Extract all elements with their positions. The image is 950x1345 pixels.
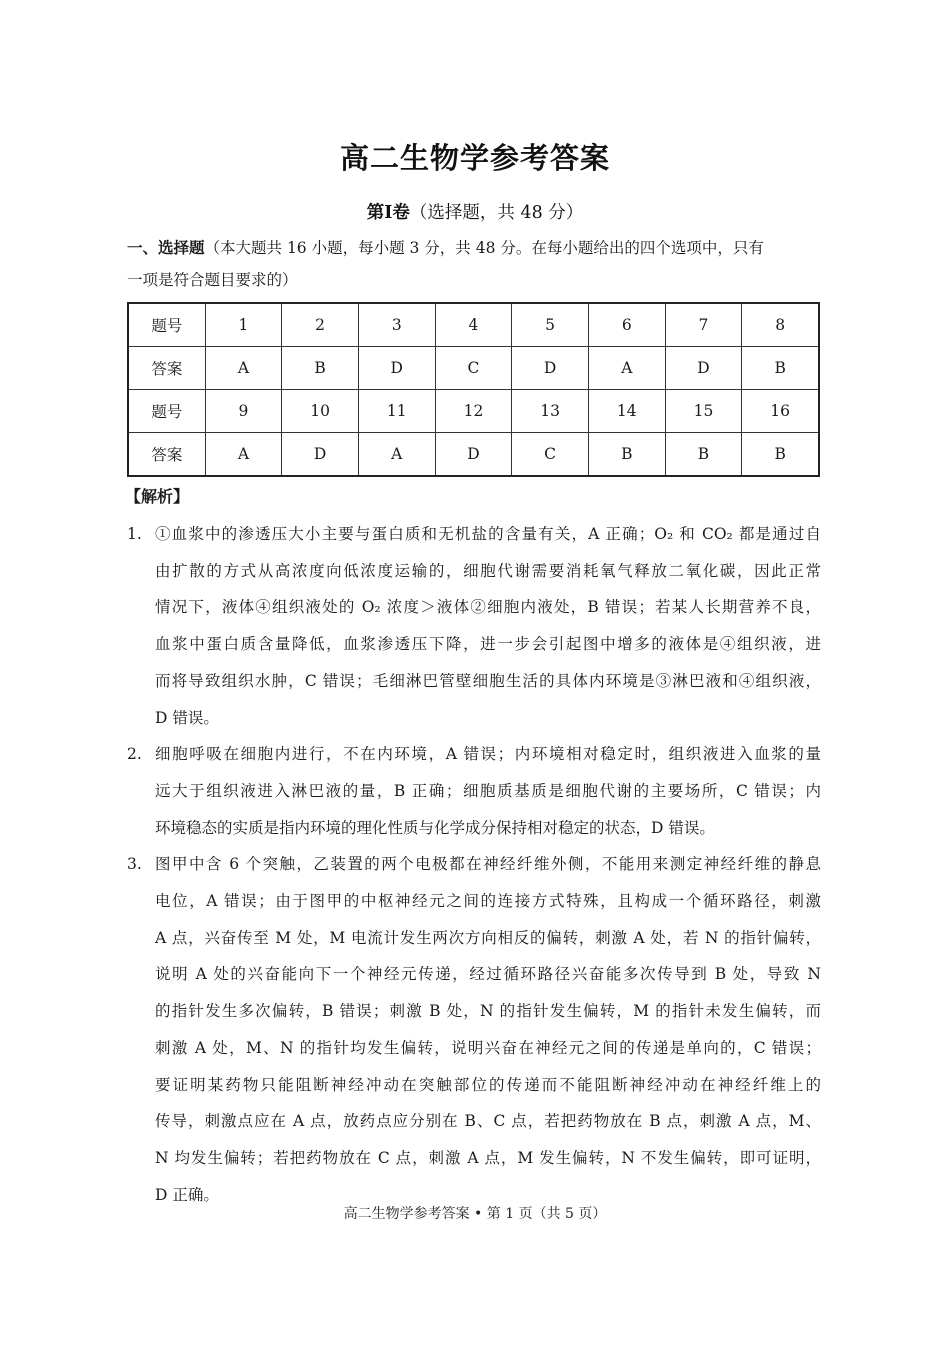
answer-cell: D — [358, 347, 435, 390]
explanation-line: 刺激 A 处，M、N 的指针均发生偏转，说明兴奋在神经元之间的传递是单向的，C 错误； — [155, 1038, 821, 1057]
explanation-item — [127, 516, 821, 736]
question-number-cell: 5 — [512, 303, 589, 347]
answer-cell: A — [205, 347, 282, 390]
explanation-body — [155, 516, 821, 736]
row-label: 题号 — [128, 390, 205, 433]
answer-cell: B — [665, 433, 742, 477]
section-subtitle — [0, 199, 950, 224]
explanations-list — [127, 516, 821, 1213]
answer-cell: D — [665, 347, 742, 390]
explanation-line: 要证明某药物只能阻断神经冲动在突触部位的传递而不能阻断神经冲动在神经纤维上的 — [155, 1075, 821, 1094]
table-row — [128, 347, 819, 390]
explanation-line: 细胞呼吸在细胞内进行，不在内环境，A 错误；内环境相对稳定时，组织液进入血浆的量 — [155, 745, 821, 764]
question-number-cell: 4 — [435, 303, 512, 347]
explanation-line: 电位，A 错误；由于图甲的中枢神经元之间的连接方式特殊，且构成一个循环路径，刺激 — [155, 892, 821, 911]
question-number-cell: 10 — [282, 390, 359, 433]
explanation-line: ①血浆中的渗透压大小主要与蛋白质和无机盐的含量有关，A 正确；O₂ 和 CO₂ 都是通过自 — [155, 525, 821, 543]
answer-cell: C — [435, 347, 512, 390]
explanation-line: D 错误。 — [155, 708, 219, 727]
explanation-number: 2. — [127, 745, 142, 764]
explanation-line: 图甲中含 6 个突触，乙装置的两个电极都在神经纤维外侧，不能用来测定神经纤维的静息 — [155, 855, 821, 874]
explanation-line: 而将导致组织水肿，C 错误；毛细淋巴管壁细胞生活的具体内环境是③淋巴液和④组织液， — [155, 671, 821, 690]
explanation-line: 环境稳态的实质是指内环境的理化性质与化学成分保持相对稳定的状态，D 错误。 — [155, 818, 715, 837]
question-number-cell: 7 — [665, 303, 742, 347]
answer-cell: A — [358, 433, 435, 477]
answer-cell: D — [282, 433, 359, 477]
answer-cell: B — [742, 347, 819, 390]
explanation-line: 由扩散的方式从高浓度向低浓度运输的，细胞代谢需要消耗氧气释放二氧化碳，因此正常 — [155, 561, 821, 580]
section-intro — [127, 232, 827, 296]
question-number-cell: 3 — [358, 303, 435, 347]
question-number-cell: 14 — [588, 390, 665, 433]
answer-table — [127, 302, 820, 477]
table-row — [128, 303, 819, 347]
explanation-line: D 正确。 — [155, 1185, 219, 1204]
answer-cell: C — [512, 433, 589, 477]
answer-cell: D — [435, 433, 512, 477]
explanation-line: 的指针发生多次偏转，B 错误；刺激 B 处，N 的指针发生偏转，M 的指针未发生偏转，而 — [155, 1002, 821, 1021]
section-description-2: 一项是符合题目要求的） — [127, 271, 298, 289]
explanation-line: 血浆中蛋白质含量降低，血浆渗透压下降，进一步会引起图中增多的液体是④组织液，进 — [155, 635, 821, 654]
explanation-line: 情况下，液体④组织液处的 O₂ 浓度＞液体②细胞内液处，B 错误；若某人长期营养不良， — [155, 598, 821, 617]
row-label: 答案 — [128, 347, 205, 390]
document-title: 高二生物学参考答案 — [339, 141, 610, 175]
answer-cell: D — [512, 347, 589, 390]
question-number-cell: 2 — [282, 303, 359, 347]
explanation-number: 3. — [127, 855, 142, 874]
row-label: 答案 — [128, 433, 205, 477]
explanation-number: 1. — [127, 525, 142, 543]
explanation-item — [127, 736, 821, 846]
question-number-cell: 16 — [742, 390, 819, 433]
volume-label: 第Ⅰ卷 — [366, 203, 410, 223]
table-row — [128, 433, 819, 477]
explanation-line: N 均发生偏转；若把药物放在 C 点，刺激 A 点，M 发生偏转，N 不发生偏转，即可证明， — [155, 1148, 821, 1167]
answer-cell: A — [205, 433, 282, 477]
explanation-item — [127, 846, 821, 1213]
question-number-cell: 13 — [512, 390, 589, 433]
analysis-heading: 【解析】 — [125, 487, 190, 506]
question-number-cell: 9 — [205, 390, 282, 433]
row-label: 题号 — [128, 303, 205, 347]
question-number-cell: 8 — [742, 303, 819, 347]
table-row — [128, 390, 819, 433]
answer-cell: B — [742, 433, 819, 477]
question-number-cell: 11 — [358, 390, 435, 433]
answer-cell: B — [282, 347, 359, 390]
explanation-line: 说明 A 处的兴奋能向下一个神经元传递，经过循环路径兴奋能多次传导到 B 处，导致 N — [155, 965, 821, 984]
question-number-cell: 12 — [435, 390, 512, 433]
question-number-cell: 6 — [588, 303, 665, 347]
section-intro-line-1 — [127, 232, 827, 264]
question-number-cell: 15 — [665, 390, 742, 433]
answer-cell: A — [588, 347, 665, 390]
volume-description: （选择题，共 48 分） — [409, 203, 584, 223]
section-description-1: （本大题共 16 小题，每小题 3 分，共 48 分。在每小题给出的四个选项中，只有 — [204, 239, 764, 257]
page-footer: 高二生物学参考答案 • 第 1 页（共 5 页） — [343, 1206, 607, 1222]
explanation-body — [155, 736, 821, 846]
answer-cell: B — [588, 433, 665, 477]
explanation-body — [155, 846, 821, 1213]
question-number-cell: 1 — [205, 303, 282, 347]
explanation-line: 传导，刺激点应在 A 点，放药点应分别在 B、C 点，若把药物放在 B 点，刺激 A 点，M、 — [155, 1112, 821, 1131]
section-label: 一、选择题 — [127, 238, 205, 257]
explanation-line: A 点，兴奋传至 M 处，M 电流计发生两次方向相反的偏转，刺激 A 处，若 N 的指针偏转， — [155, 928, 821, 947]
explanation-line: 远大于组织液进入淋巴液的量，B 正确；细胞质基质是细胞代谢的主要场所，C 错误；内 — [155, 781, 821, 800]
